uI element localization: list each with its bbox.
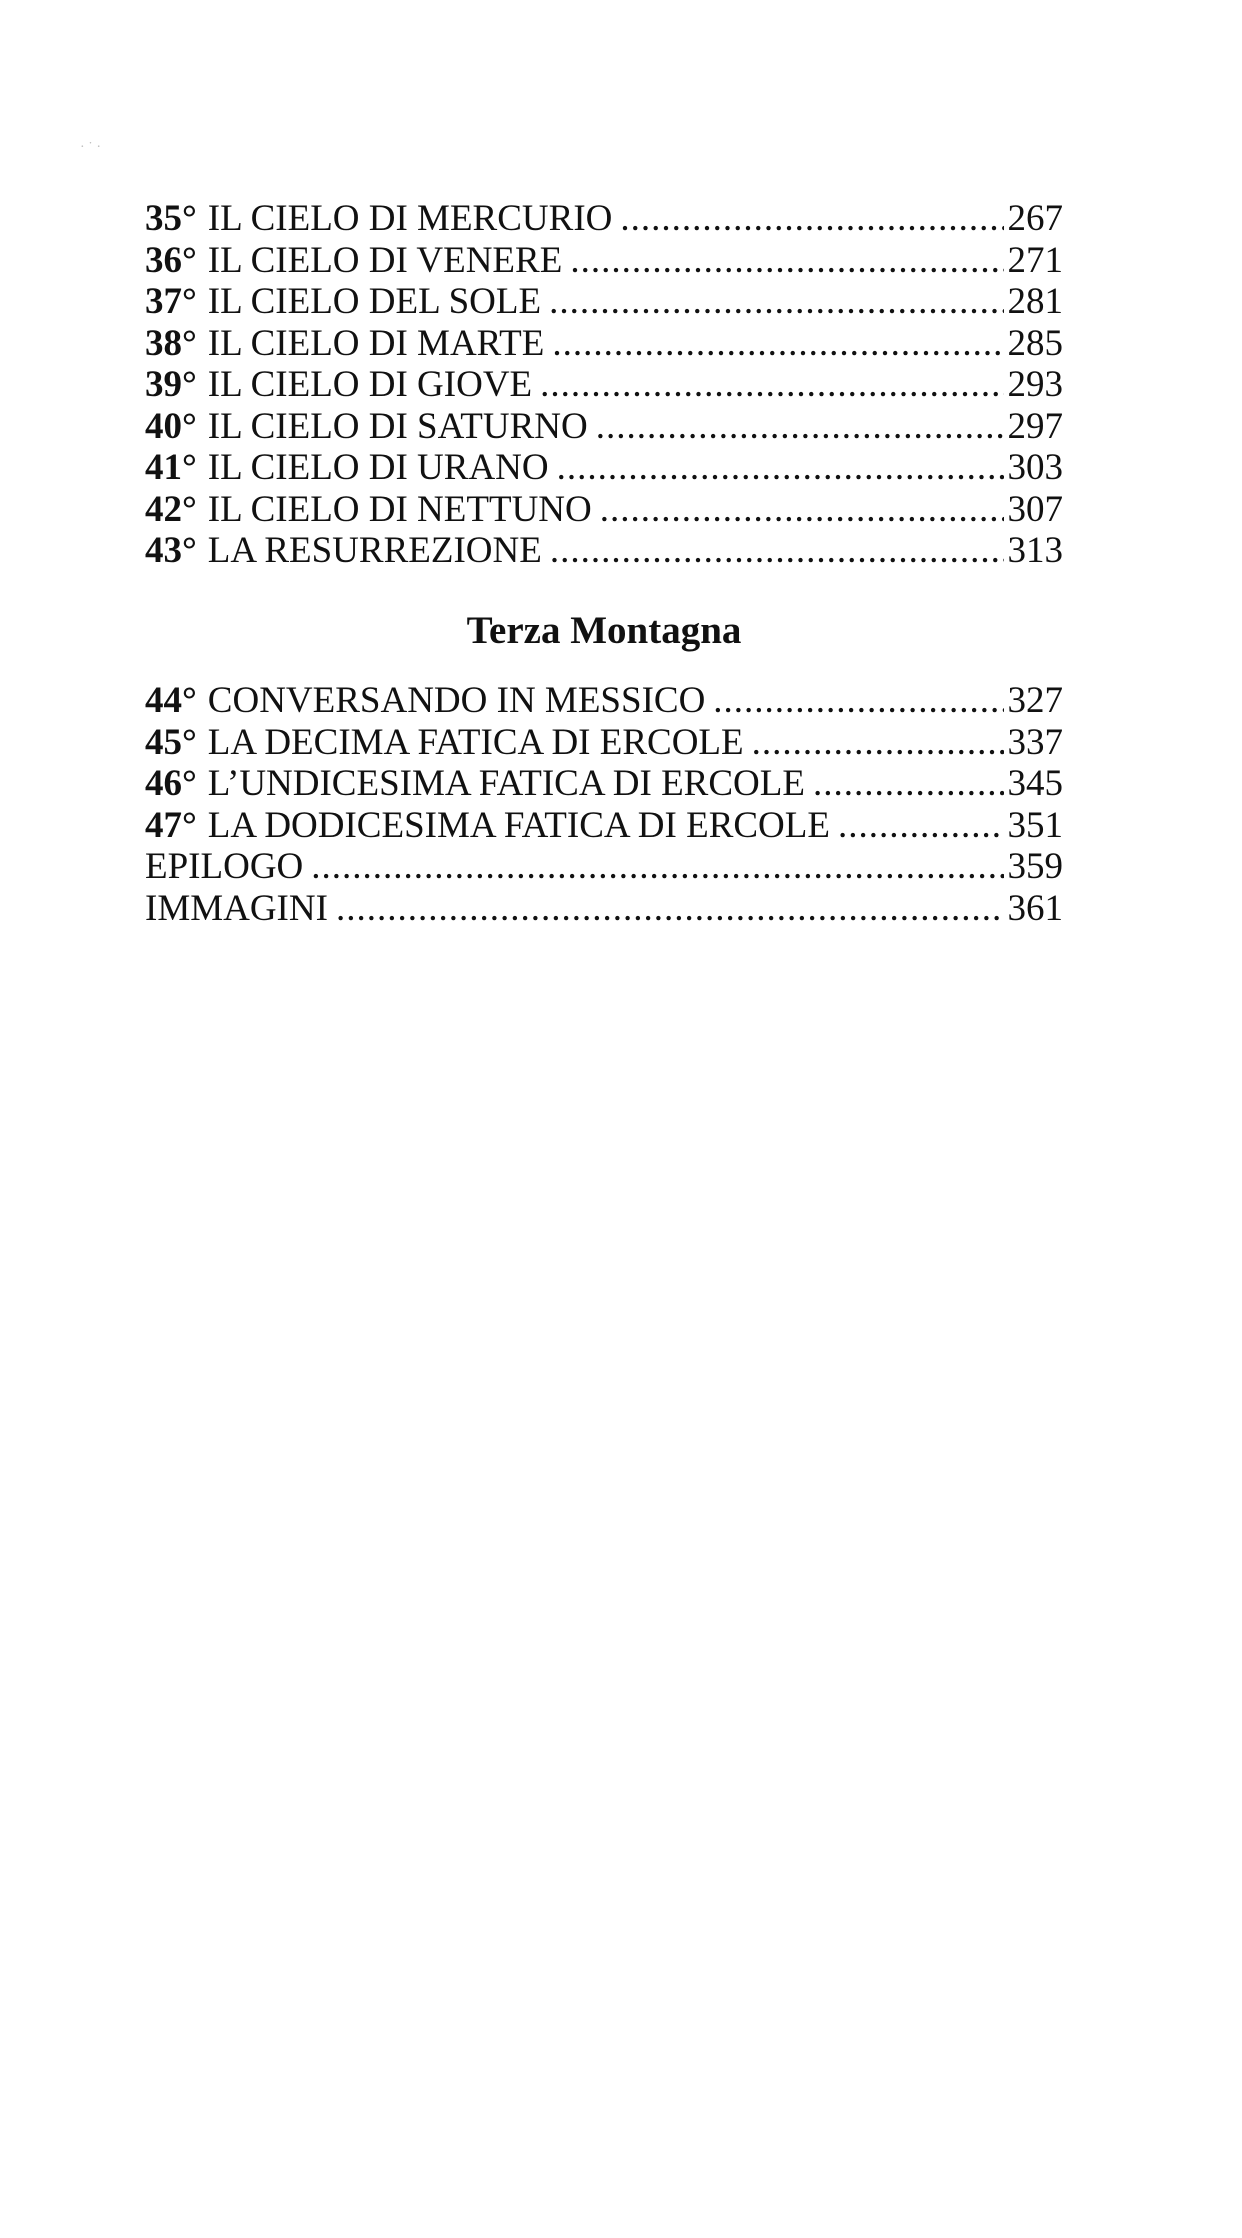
chapter-number: 47° xyxy=(145,804,197,846)
toc-entry xyxy=(145,406,1063,448)
chapter-title: IL CIELO DI MERCURIO xyxy=(207,198,613,239)
chapter-title: LA DODICESIMA FATICA DI ERCOLE xyxy=(207,804,830,846)
toc-entry xyxy=(145,240,1063,282)
chapter-title: LA RESURREZIONE xyxy=(207,530,542,571)
chapter-title: IMMAGINI xyxy=(145,887,328,929)
page-number: 345 xyxy=(1007,763,1063,804)
chapter-title: CONVERSANDO IN MESSICO xyxy=(207,680,706,721)
section-heading: Terza Montagna xyxy=(466,609,742,652)
page-number: 267 xyxy=(1007,198,1063,239)
chapter-number: 36° xyxy=(145,239,197,281)
toc-entry xyxy=(145,846,1063,888)
table-of-contents-part-2 xyxy=(145,680,1063,929)
dot-leader xyxy=(557,447,1004,489)
toc-entry xyxy=(145,323,1063,365)
dot-leader xyxy=(596,406,1004,448)
chapter-title: LA DECIMA FATICA DI ERCOLE xyxy=(207,721,744,763)
dot-leader xyxy=(752,722,1004,764)
page-number: 271 xyxy=(1007,239,1063,281)
dot-leader xyxy=(552,323,1003,365)
page-number: 297 xyxy=(1007,405,1063,447)
toc-entry xyxy=(145,805,1063,847)
dot-leader xyxy=(336,888,1004,930)
page-number: 303 xyxy=(1007,447,1063,488)
chapter-number: 37° xyxy=(145,281,197,322)
chapter-number: 44° xyxy=(145,680,197,721)
toc-entry xyxy=(145,447,1063,489)
page-number: 285 xyxy=(1007,322,1063,364)
dot-leader xyxy=(620,198,1003,240)
toc-entry xyxy=(145,680,1063,722)
dot-leader xyxy=(549,281,1003,323)
toc-entry xyxy=(145,763,1063,805)
page-number: 281 xyxy=(1007,281,1063,322)
table-of-contents-part-1 xyxy=(145,198,1063,572)
page-number: 361 xyxy=(1007,887,1063,929)
chapter-title: L’UNDICESIMA FATICA DI ERCOLE xyxy=(207,763,805,804)
toc-entry xyxy=(145,722,1063,764)
chapter-number: 35° xyxy=(145,198,197,239)
page-number: 313 xyxy=(1007,530,1063,571)
chapter-number: 45° xyxy=(145,721,197,763)
page-number: 351 xyxy=(1007,804,1063,846)
toc-entry xyxy=(145,888,1063,930)
chapter-title: IL CIELO DI URANO xyxy=(207,447,549,488)
toc-entry xyxy=(145,198,1063,240)
chapter-number: 41° xyxy=(145,447,197,488)
page-number: 359 xyxy=(1007,846,1063,887)
page-number: 307 xyxy=(1007,488,1063,530)
chapter-number: 39° xyxy=(145,364,197,405)
chapter-number: 40° xyxy=(145,405,197,447)
chapter-title: IL CIELO DI NETTUNO xyxy=(207,488,592,530)
dot-leader xyxy=(570,240,1003,282)
chapter-title: IL CIELO DI GIOVE xyxy=(207,364,533,405)
toc-entry xyxy=(145,281,1063,323)
toc-entry xyxy=(145,530,1063,572)
dot-leader xyxy=(813,763,1004,805)
page-number: 293 xyxy=(1007,364,1063,405)
dot-leader xyxy=(838,805,1004,847)
page-number: 327 xyxy=(1007,680,1063,721)
chapter-title: EPILOGO xyxy=(145,846,304,887)
dot-leader xyxy=(311,846,1003,888)
toc-entry xyxy=(145,364,1063,406)
dot-leader xyxy=(713,680,1003,722)
chapter-title: IL CIELO DI MARTE xyxy=(207,322,545,364)
toc-entry xyxy=(145,489,1063,531)
chapter-title: IL CIELO DI VENERE xyxy=(207,239,563,281)
page-number: 337 xyxy=(1007,721,1063,763)
chapter-title: IL CIELO DEL SOLE xyxy=(207,281,542,322)
chapter-number: 38° xyxy=(145,322,197,364)
chapter-number: 46° xyxy=(145,763,197,804)
chapter-number: 42° xyxy=(145,488,197,530)
dot-leader xyxy=(550,530,1004,572)
chapter-number: 43° xyxy=(145,530,197,571)
dot-leader xyxy=(540,364,1003,406)
dot-leader xyxy=(600,489,1004,531)
chapter-title: IL CIELO DI SATURNO xyxy=(207,405,588,447)
scan-specks: · ˙ · xyxy=(80,140,101,155)
